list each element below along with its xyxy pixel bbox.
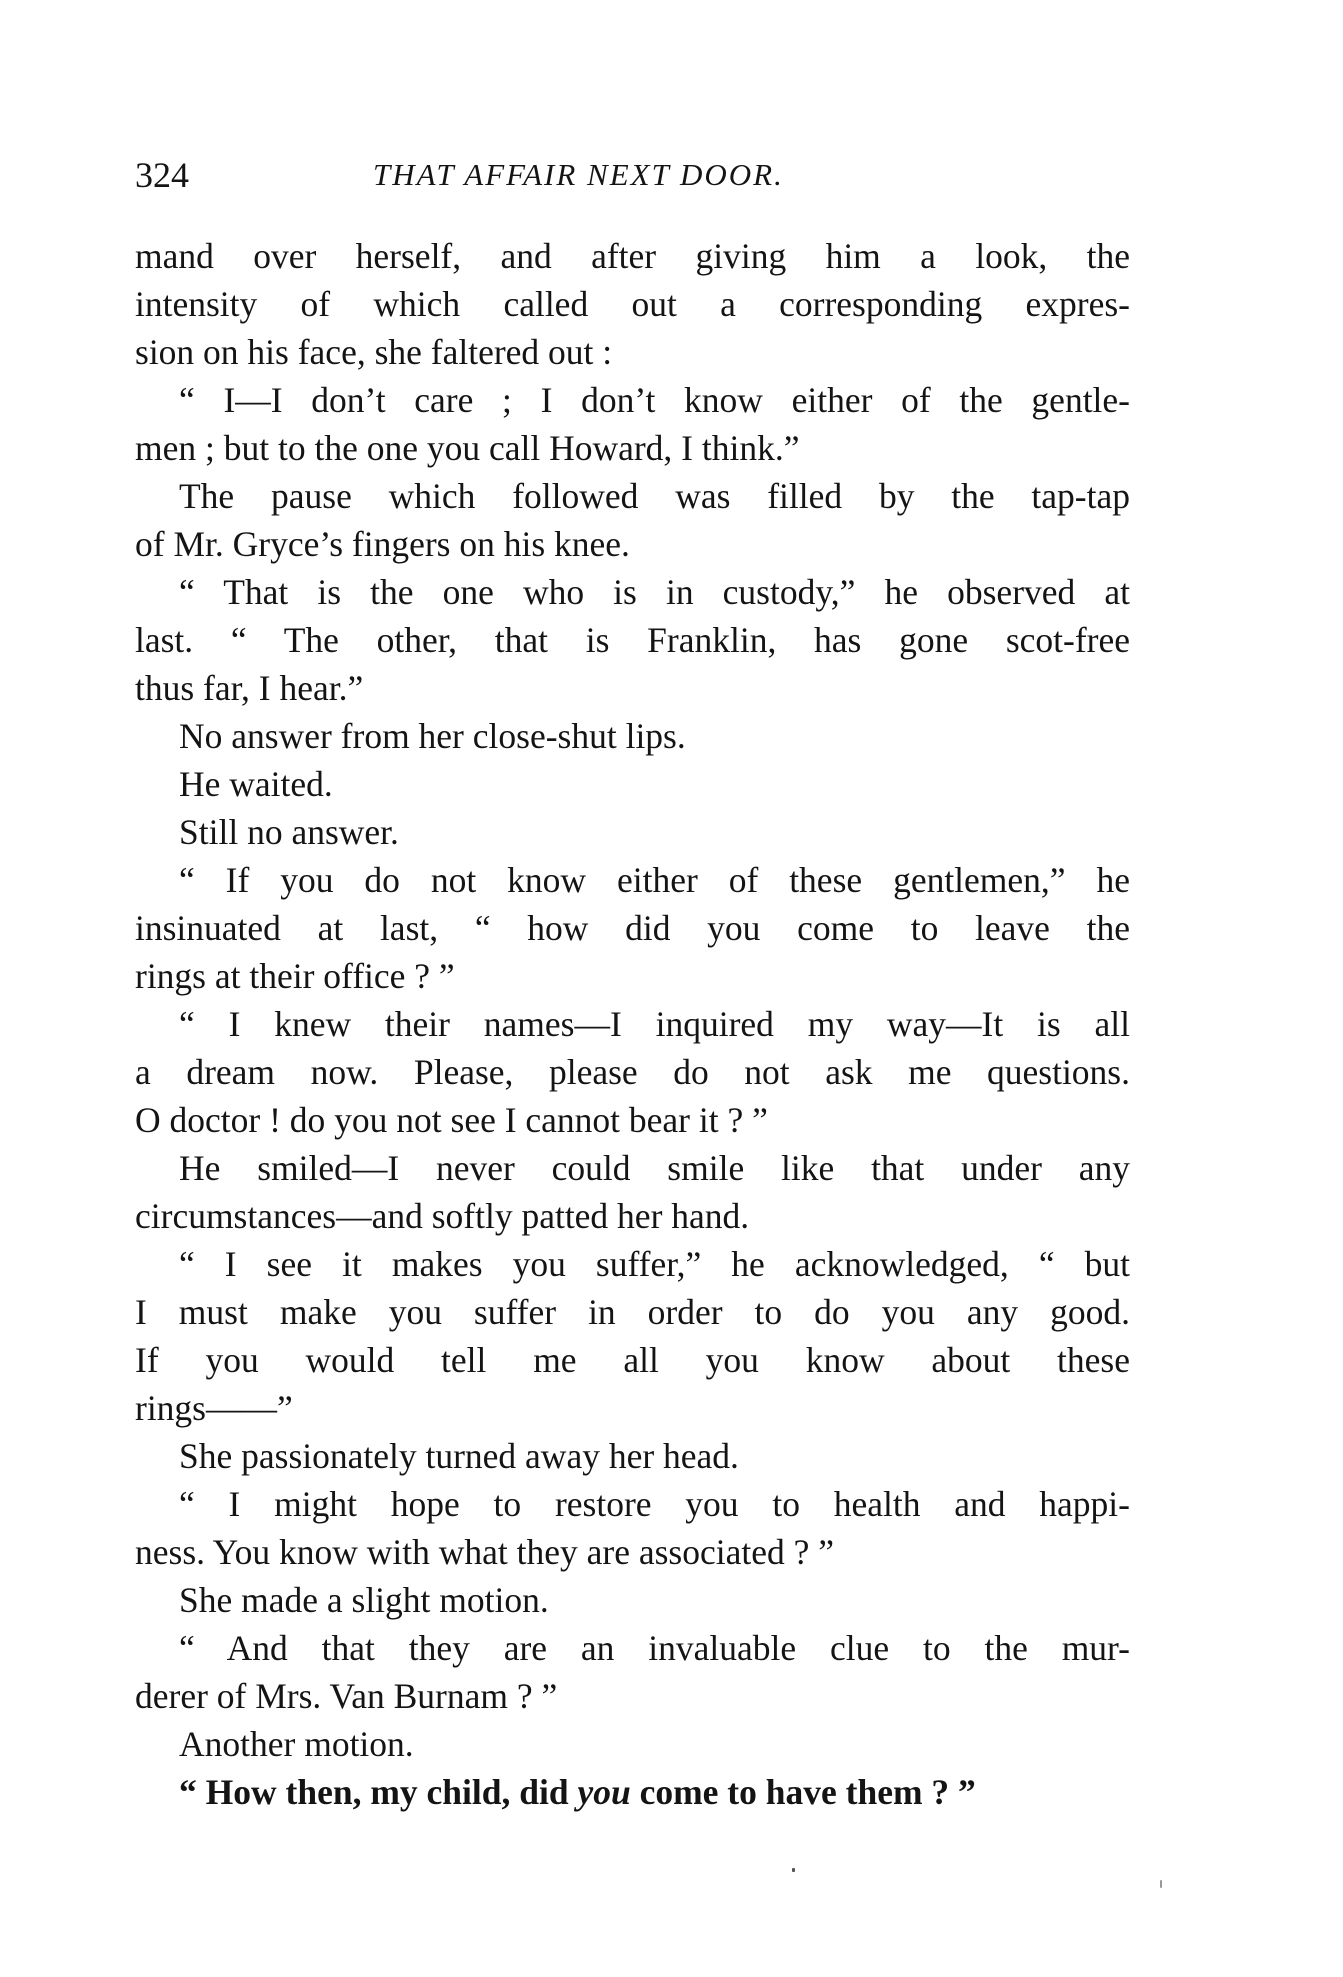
text-line: of Mr. Gryce’s fingers on his knee. (135, 524, 630, 564)
final-line-emphasis: you (577, 1772, 631, 1812)
text-line: derer of Mrs. Van Burnam ? ” (135, 1676, 558, 1716)
text-line: circumstances—and softly patted her hand. (135, 1196, 750, 1236)
text-line: “ I—I don’t care ; I don’t know either of the gentle- (179, 380, 1130, 420)
text-line: O doctor ! do you not see I cannot bear it ? ” (135, 1100, 768, 1140)
text-line: No answer from her close-shut lips. (179, 716, 686, 756)
text-line: a dream now. Please, please do not ask me questions. (135, 1052, 1130, 1092)
running-title: THAT AFFAIR NEXT DOOR. (373, 157, 784, 192)
text-line: “ I see it makes you suffer,” he acknowledged, “ but (179, 1244, 1130, 1284)
text-line: mand over herself, and after giving him a look, the (135, 236, 1130, 276)
text-line: rings——” (135, 1388, 293, 1428)
final-line-before: “ How then, my child, did (179, 1772, 578, 1812)
text-line: “ I knew their names—I inquired my way—It is all (179, 1004, 1130, 1044)
text-line: “ That is the one who is in custody,” he observed at (179, 572, 1130, 612)
text-line: She made a slight motion. (179, 1580, 549, 1620)
final-line-after: come to have them ? ” (630, 1772, 976, 1812)
text-line: She passionately turned away her head. (179, 1436, 739, 1476)
text-line: He smiled—I never could smile like that under any (179, 1148, 1130, 1188)
body-text (135, 232, 1130, 1816)
text-line: If you would tell me all you know about these (135, 1340, 1130, 1380)
text-line: Still no answer. (179, 812, 399, 852)
text-line: “ I might hope to restore you to health and happi- (179, 1484, 1130, 1524)
text-line: rings at their office ? ” (135, 956, 455, 996)
text-line-final (135, 1768, 1130, 1816)
scan-speck (1160, 1880, 1162, 1888)
text-line: last. “ The other, that is Franklin, has gone scot-free (135, 620, 1130, 660)
text-line: intensity of which called out a corresponding expres- (135, 284, 1130, 324)
text-line: insinuated at last, “ how did you come to leave the (135, 908, 1130, 948)
text-line: sion on his face, she faltered out : (135, 332, 613, 372)
page-header (135, 150, 1135, 200)
page-number: 324 (135, 155, 189, 195)
text-line: thus far, I hear.” (135, 668, 364, 708)
scan-speck (792, 1868, 795, 1872)
text-line: Another motion. (179, 1724, 414, 1764)
text-line: “ And that they are an invaluable clue to the mur- (179, 1628, 1130, 1668)
text-line: “ If you do not know either of these gentlemen,” he (179, 860, 1130, 900)
text-line: He waited. (179, 764, 333, 804)
text-line: I must make you suffer in order to do you any good. (135, 1292, 1130, 1332)
text-line: men ; but to the one you call Howard, I think.” (135, 428, 800, 468)
text-line: ness. You know with what they are associated ? ” (135, 1532, 835, 1572)
text-line: The pause which followed was filled by the tap-tap (179, 476, 1130, 516)
